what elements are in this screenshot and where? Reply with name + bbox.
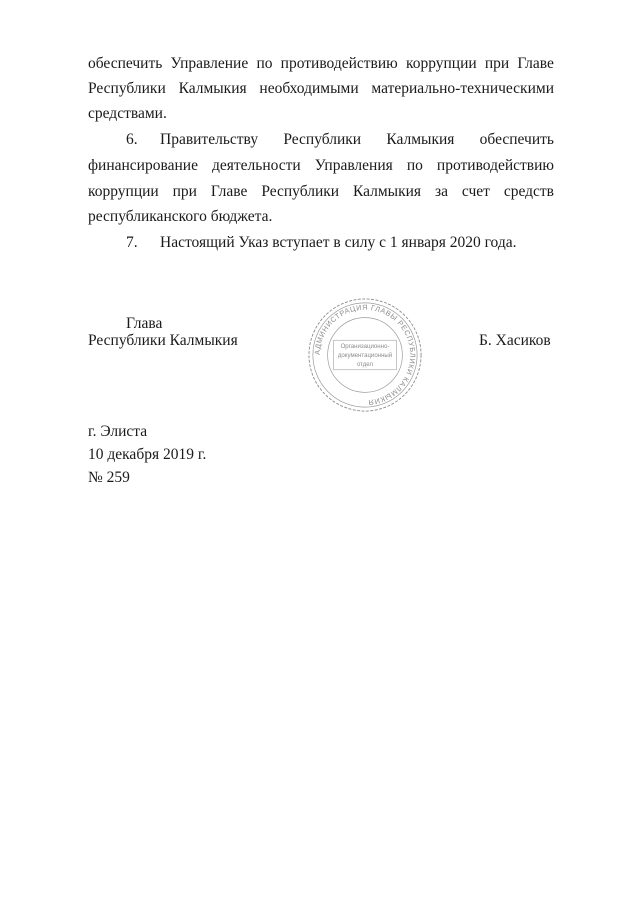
seal-graphic xyxy=(306,296,424,414)
word: счет xyxy=(461,183,490,200)
paragraph-5-line-2 xyxy=(88,79,554,99)
word: Республики xyxy=(261,183,340,200)
word: при xyxy=(484,55,510,72)
word: противодействию xyxy=(436,157,554,174)
word: финансирование xyxy=(88,157,198,174)
word: Управления xyxy=(314,157,393,174)
word: обеспечить xyxy=(88,55,163,72)
paragraph-6-line-3 xyxy=(88,182,554,202)
signatory-title-line-1: Глава xyxy=(126,315,163,332)
signatory-title-line-2: Республики Калмыкия xyxy=(88,332,238,349)
decree-number: № 259 xyxy=(88,469,130,486)
official-seal xyxy=(306,296,424,414)
word: Управление xyxy=(170,55,249,72)
paragraph-7-text: Настоящий Указ вступает в силу с 1 января 2020 года. xyxy=(160,234,517,251)
word: Правительству xyxy=(160,131,259,148)
word: по xyxy=(406,157,423,174)
word: необходимыми xyxy=(259,80,359,97)
word: коррупции xyxy=(405,55,477,72)
signatory-name: Б. Хасиков xyxy=(479,332,551,349)
word: по xyxy=(256,55,273,72)
word: за xyxy=(434,183,448,200)
word: Калмыкия xyxy=(386,131,455,148)
issue-city: г. Элиста xyxy=(88,423,148,440)
paragraph-6-line-4: республиканского бюджета. xyxy=(88,208,273,225)
word: при xyxy=(172,183,197,200)
word: материально-техническими xyxy=(371,80,554,97)
word: Главе xyxy=(210,183,248,200)
word: Республики xyxy=(88,80,166,97)
paragraph-5-line-1 xyxy=(88,54,554,74)
paragraph-6-number: 6. xyxy=(126,131,138,148)
seal-center-line-1: Организационно- xyxy=(340,343,390,351)
word: деятельности xyxy=(212,157,301,174)
word: коррупции xyxy=(88,183,159,200)
word: Калмыкия xyxy=(178,80,247,97)
word: Республики xyxy=(283,131,362,148)
seal-ring-text: АДМИНИСТРАЦИЯ ГЛАВЫ РЕСПУБЛИКИ КАЛМЫКИЯ xyxy=(312,302,418,408)
paragraph-7-number: 7. xyxy=(126,234,138,251)
word: Калмыкия xyxy=(352,183,422,200)
word: средств xyxy=(503,183,554,200)
paragraph-6-line-2 xyxy=(88,156,554,176)
seal-center-line-3: отдел xyxy=(356,360,374,368)
issue-date: 10 декабря 2019 г. xyxy=(88,446,207,463)
seal-center-line-2: документационный xyxy=(337,351,393,359)
word: обеспечить xyxy=(479,131,554,148)
word: Главе xyxy=(517,55,554,72)
paragraph-5-line-3: средствами. xyxy=(88,105,167,122)
paragraph-6-line-1 xyxy=(160,130,554,150)
word: противодействию xyxy=(280,55,398,72)
